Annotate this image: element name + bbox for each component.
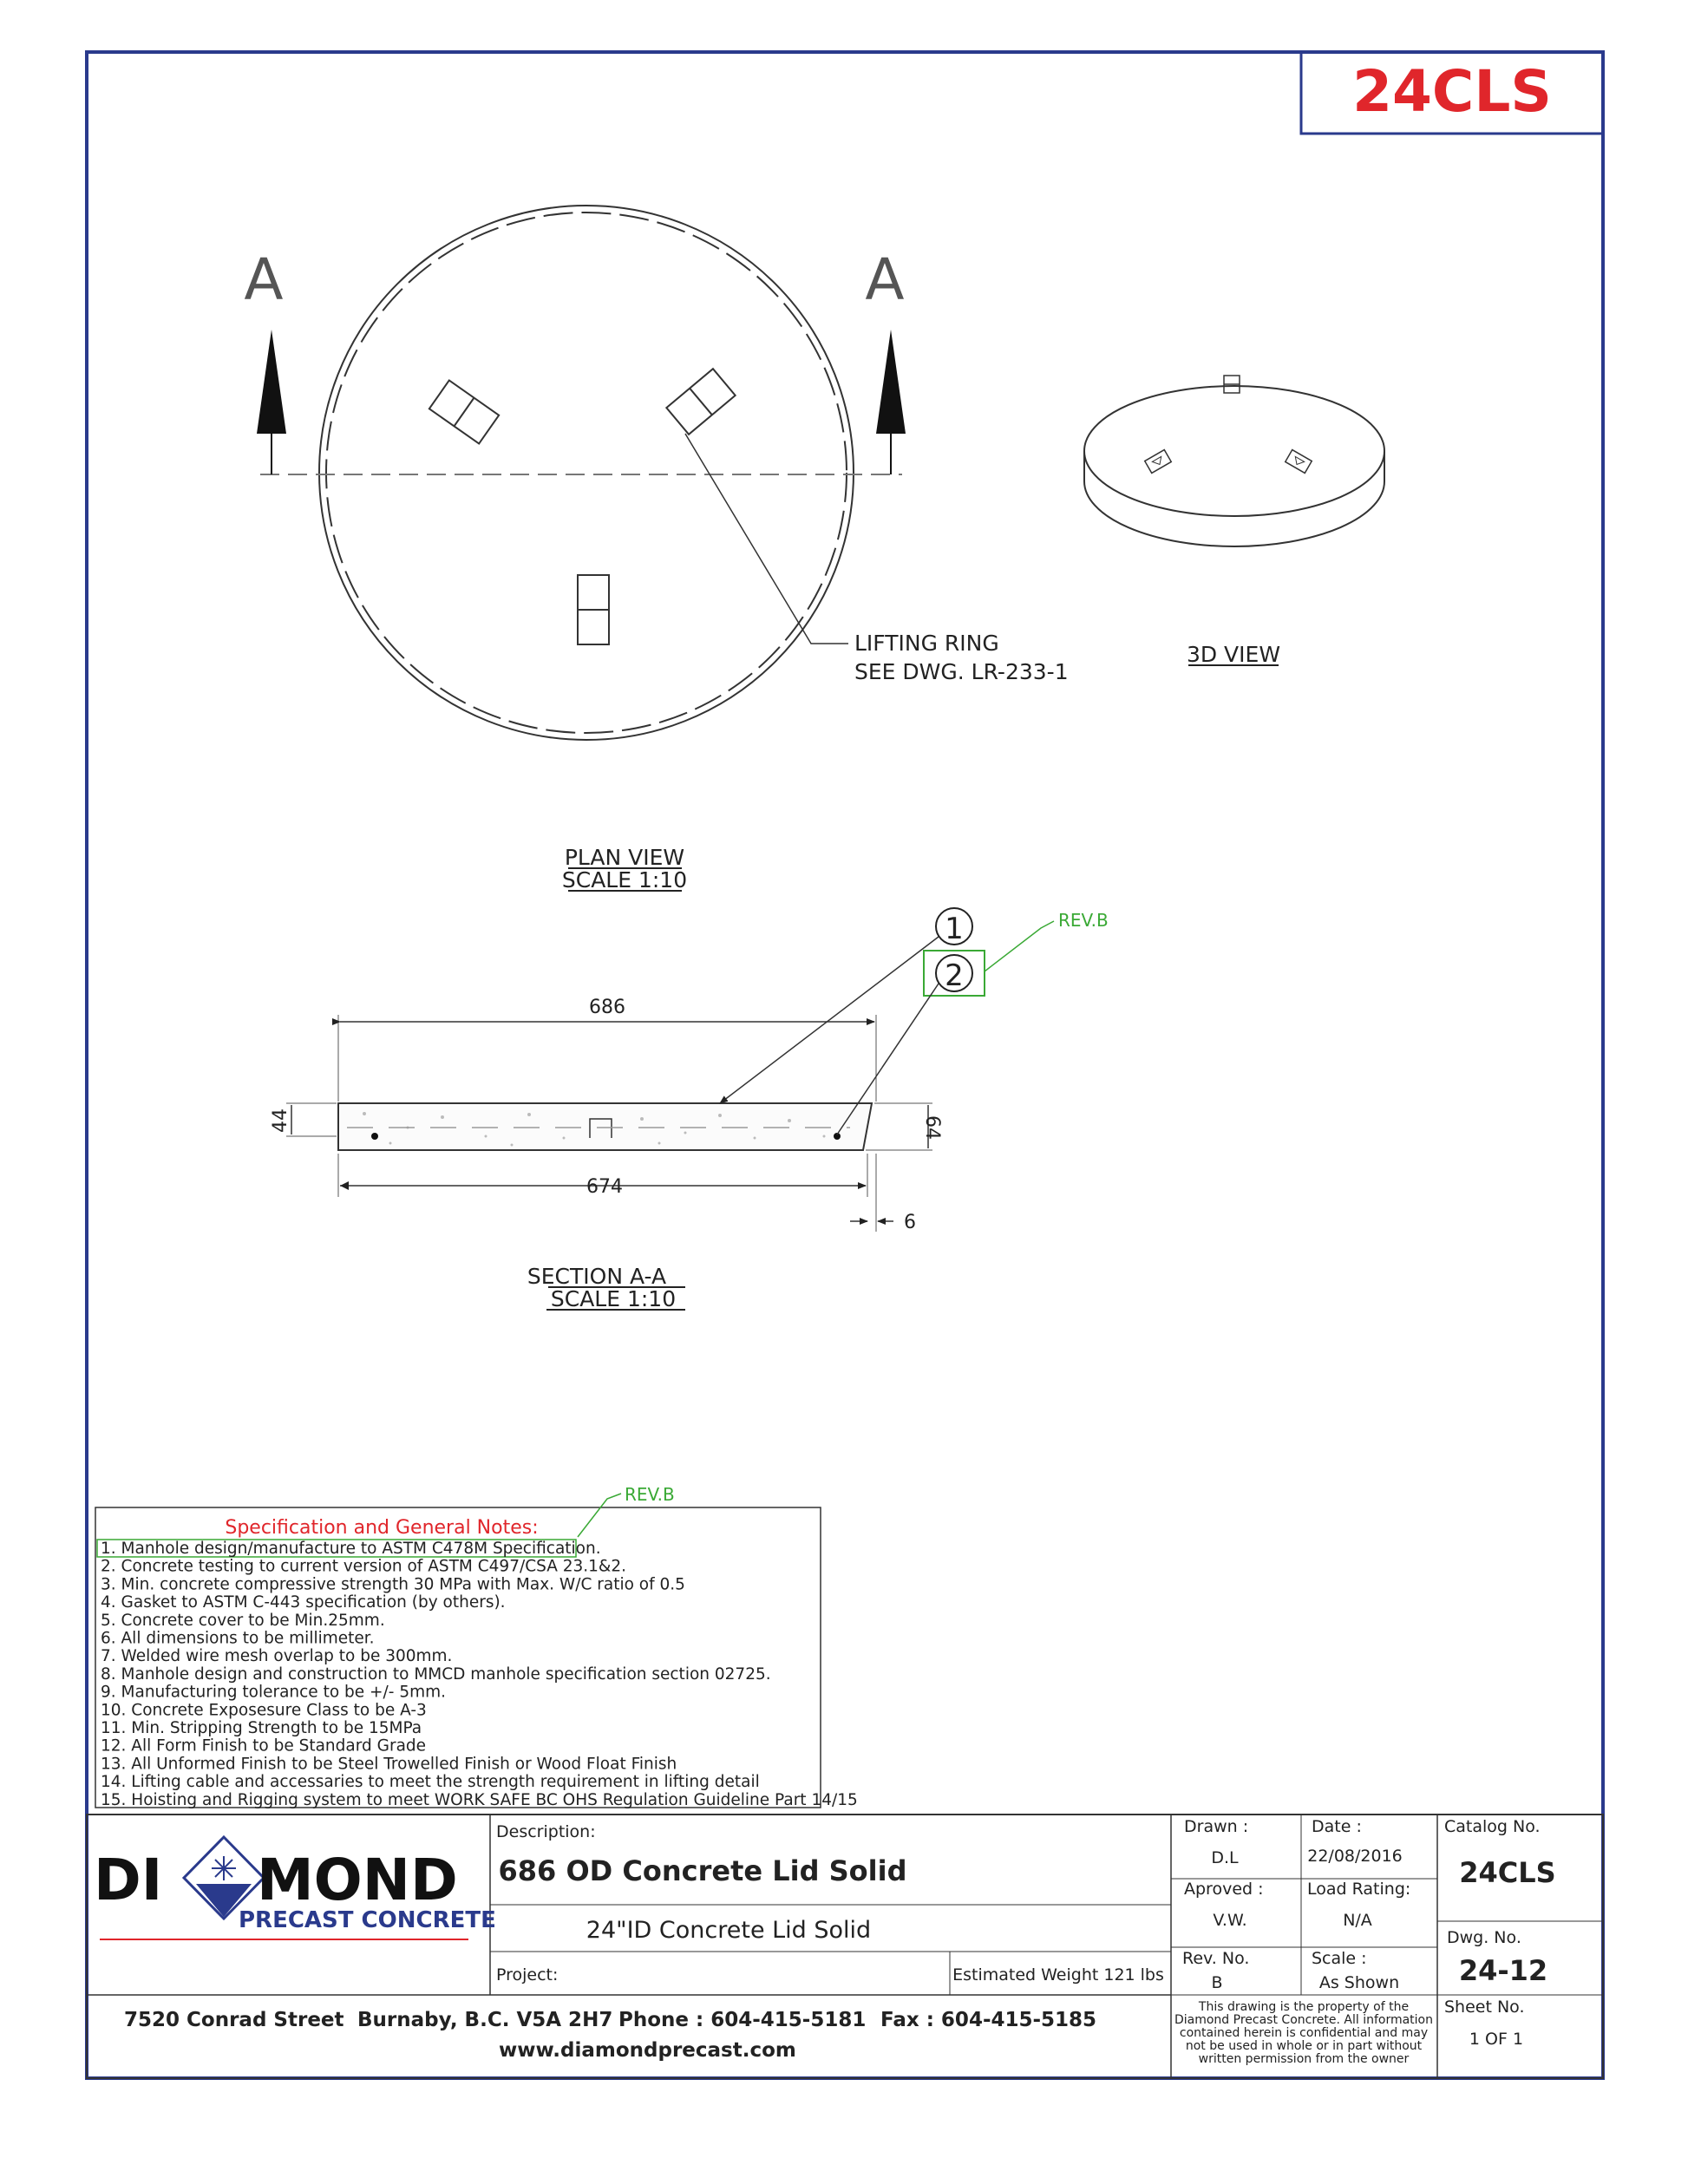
section-arrow-left: [244, 246, 286, 474]
catalog-no-label: Catalog No.: [1444, 1817, 1541, 1836]
note-item: 6. All dimensions to be millimeter.: [101, 1629, 375, 1648]
note-item: 8. Manhole design and construction to MMCD manhole specification section 02725.: [101, 1664, 771, 1684]
scale-value: As Shown: [1318, 1973, 1400, 1992]
disclaimer-line: contained herein is confidential and may: [1179, 2026, 1429, 2040]
project-label: Project:: [496, 1965, 559, 1985]
dwg-no-value: 24-12: [1458, 1954, 1548, 1987]
section-view: [270, 908, 1109, 1311]
approved-label: Aproved :: [1184, 1880, 1264, 1899]
date-label: Date :: [1312, 1817, 1362, 1836]
sheet-no-value: 1 OF 1: [1469, 2030, 1524, 2049]
note-item: 1. Manhole design/manufacture to ASTM C478M Specification.: [101, 1540, 601, 1558]
phone: Phone : 604-415-5181: [618, 2009, 867, 2031]
description-label: Description:: [496, 1822, 596, 1841]
note-item: 5. Concrete cover to be Min.25mm.: [101, 1611, 385, 1630]
date-value: 22/08/2016: [1307, 1847, 1403, 1866]
fax: Fax : 604-415-5185: [880, 2009, 1097, 2031]
city: Burnaby, B.C. V5A 2H7: [357, 2009, 613, 2031]
dwg-no-label: Dwg. No.: [1447, 1928, 1521, 1947]
note-item: 11. Min. Stripping Strength to be 15MPa: [101, 1719, 422, 1737]
view-3d-title: 3D VIEW: [1186, 642, 1281, 667]
lifting-ring-3: [578, 575, 609, 644]
rev-no-value: B: [1211, 1973, 1223, 1992]
disclaimer: [1174, 2000, 1433, 2066]
dim-top-686: 686: [589, 997, 625, 1018]
notes-heading: Specification and General Notes:: [225, 1517, 539, 1539]
lifting-ring-1: [429, 381, 499, 444]
catalog-no-value: 24CLS: [1459, 1856, 1556, 1889]
dim-left-44: 44: [270, 1108, 291, 1133]
catalog-badge-text: 24CLS: [1352, 58, 1552, 125]
plan-view: [244, 206, 1068, 893]
website: www.diamondprecast.com: [499, 2039, 796, 2062]
notes-list: [101, 1540, 858, 1809]
catalog-badge: [1301, 52, 1603, 134]
note-item: 12. All Form Finish to be Standard Grade: [101, 1736, 427, 1756]
note-item: 4. Gasket to ASTM C-443 specification (by others).: [101, 1593, 506, 1612]
disclaimer-line: Diamond Precast Concrete. All information: [1174, 2013, 1434, 2027]
lifting-ring-callout-line1: LIFTING RING: [854, 631, 999, 656]
load-rating-label: Load Rating:: [1307, 1880, 1411, 1899]
sheet-no-label: Sheet No.: [1444, 1998, 1525, 2017]
address: 7520 Conrad Street: [124, 2009, 344, 2031]
rev-no-label: Rev. No.: [1182, 1949, 1250, 1968]
drawn-label: Drawn :: [1184, 1817, 1249, 1836]
note-item: 3. Min. concrete compressive strength 30 MPa with Max. W/C ratio of 0.5: [101, 1575, 685, 1594]
estimated-weight: Estimated Weight 121 lbs: [952, 1965, 1164, 1985]
note-item: 13. All Unformed Finish to be Steel Trowelled Finish or Wood Float Finish: [101, 1755, 677, 1774]
lifting-ring-callout-line2: SEE DWG. LR-233-1: [854, 659, 1069, 684]
disclaimer-line: This drawing is the property of the: [1198, 2000, 1410, 2014]
company-logo: [94, 1837, 496, 1939]
note-item: 9. Manufacturing tolerance to be +/- 5mm.: [101, 1683, 447, 1702]
description-main: 686 OD Concrete Lid Solid: [498, 1854, 907, 1887]
section-slab: [338, 1103, 872, 1150]
notes-rev-tag: REV.B: [625, 1484, 675, 1505]
dim-offset-6: 6: [904, 1212, 916, 1233]
approved-value: V.W.: [1213, 1911, 1247, 1930]
disclaimer-line: not be used in whole or in part without: [1185, 2039, 1423, 2053]
logo-text-right: MOND: [257, 1847, 458, 1913]
view-3d: [1084, 376, 1384, 667]
load-rating-value: N/A: [1343, 1911, 1372, 1930]
balloon-1-label: 1: [945, 912, 964, 946]
spec-notes: [95, 1484, 858, 1809]
note-item: 15. Hoisting and Rigging system to meet WORK SAFE BC OHS Regulation Guideline Part 14/15: [101, 1790, 858, 1809]
title-block: [87, 1815, 1603, 2078]
logo-subtitle: PRECAST CONCRETE: [239, 1907, 496, 1933]
dim-right-64: 64: [921, 1115, 943, 1140]
section-rev-tag: REV.B: [1058, 910, 1109, 931]
dim-bottom-674: 674: [586, 1176, 623, 1198]
logo-text-left: DI: [94, 1847, 163, 1913]
disclaimer-line: written permission from the owner: [1198, 2052, 1410, 2066]
note-item: 14. Lifting cable and accessaries to meet the strength requirement in lifting detail: [101, 1773, 760, 1792]
section-marker-left: A: [244, 246, 284, 313]
lifting-ring-2: [666, 369, 735, 435]
plan-view-title: PLAN VIEW: [564, 845, 685, 870]
plan-view-scale: SCALE 1:10: [561, 867, 688, 893]
description-sub: 24"ID Concrete Lid Solid: [586, 1917, 872, 1944]
note-item: 7. Welded wire mesh overlap to be 300mm.: [101, 1647, 453, 1666]
section-view-scale: SCALE 1:10: [550, 1286, 677, 1311]
drawn-value: D.L: [1211, 1848, 1239, 1867]
scale-label: Scale :: [1312, 1949, 1367, 1968]
balloon-2-label: 2: [945, 958, 964, 993]
lifting-ring-leader: [685, 434, 848, 644]
note-item: 2. Concrete testing to current version of ASTM C497/CSA 23.1&2.: [101, 1557, 627, 1576]
section-arrow-right: [865, 246, 906, 474]
note-item: 10. Concrete Exposesure Class to be A-3: [101, 1701, 427, 1720]
section-marker-right: A: [865, 246, 905, 313]
section-view-title: SECTION A-A: [527, 1264, 667, 1289]
